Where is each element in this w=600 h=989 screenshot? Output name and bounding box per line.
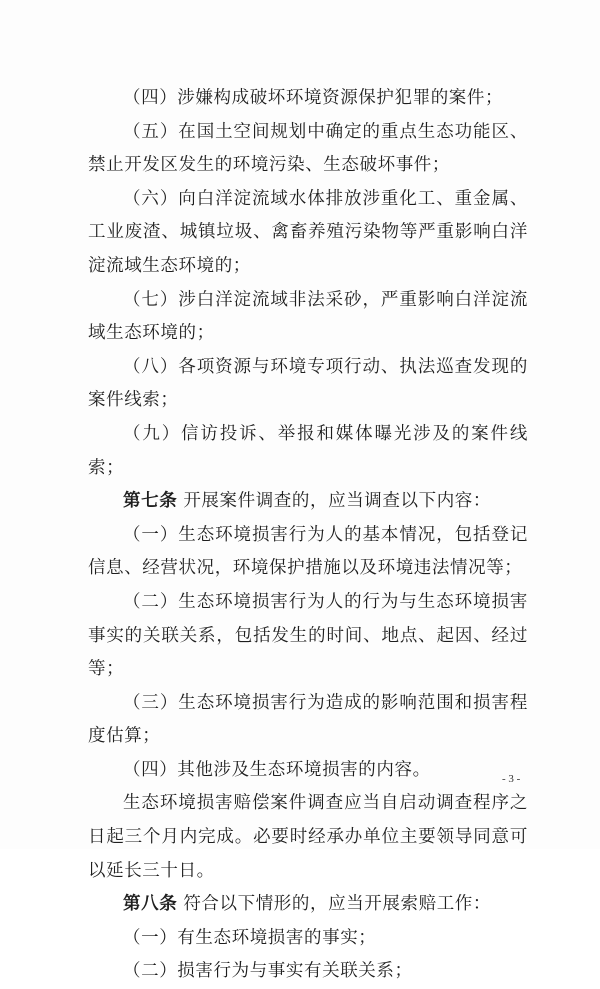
- article-7-item-4: （四）其他涉及生态环境损害的内容。: [123, 759, 431, 780]
- article-7-deadline: 生态环境损害赔偿案件调查应当自启动调查程序之日起三个月内完成。必要时经承办单位主要领导同意可以延长三十日。: [88, 793, 528, 881]
- article-7-heading: 第七条: [123, 491, 178, 512]
- list-item-9: （九）信访投诉、举报和媒体曝光涉及的案件线索；: [88, 423, 528, 478]
- article-8-heading: 第八条: [123, 894, 178, 915]
- list-item-4: （四）涉嫌构成破坏环境资源保护犯罪的案件；: [123, 88, 504, 108]
- article-7-item-3: （三）生态环境损害行为造成的影响范围和损害程度估算；: [88, 692, 528, 747]
- article-7-text: 开展案件调查的，应当调查以下内容：: [183, 491, 492, 512]
- article-7: [88, 485, 528, 519]
- article-8-text: 符合以下情形的，应当开展索赔工作：: [183, 894, 492, 915]
- article-8-item-2: （二）损害行为与事实有关联关系；: [123, 961, 413, 982]
- page-number: - 3 -: [502, 773, 521, 785]
- article-8: [88, 888, 528, 922]
- article-8-item-1: （一）有生态环境损害的事实；: [123, 927, 377, 948]
- list-item-7: （七）涉白洋淀流域非法采砂，严重影响白洋淀流域生态环境的；: [88, 289, 528, 344]
- article-7-item-2: （二）生态环境损害行为人的行为与生态环境损害事实的关联关系，包括发生的时间、地点、起因、经过等；: [88, 591, 528, 680]
- document-body: [88, 82, 528, 989]
- article-7-item-1: （一）生态环境损害行为人的基本情况，包括登记信息、经营状况，环境保护措施以及环境违法情况等；: [88, 524, 528, 579]
- list-item-6: （六）向白洋淀流域水体排放涉重化工、重金属、工业废渣、城镇垃圾、禽畜养殖污染物等严重影响白洋淀流域生态环境的；: [88, 188, 528, 276]
- list-item-5: （五）在国土空间规划中确定的重点生态功能区、禁止开发区发生的环境污染、生态破坏事件；: [88, 121, 528, 176]
- list-item-8: （八）各项资源与环境专项行动、执法巡查发现的案件线索；: [88, 356, 528, 411]
